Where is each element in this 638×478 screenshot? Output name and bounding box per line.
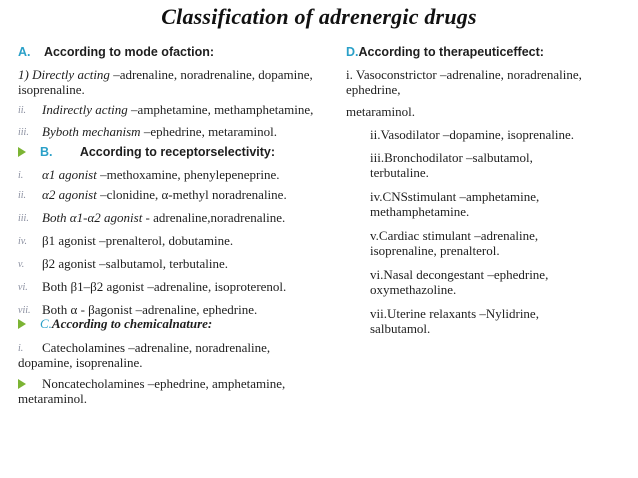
section-b-marker: B. [40, 145, 53, 159]
item-d6-cont: oxymethazoline. [370, 282, 457, 297]
item-b2-text: –clonidine, α-methyl noradrenaline. [100, 187, 287, 202]
item-c2-cont: metaraminol. [18, 391, 87, 406]
item-c2: Noncatecholamines –ephedrine, amphetamine, [42, 376, 286, 391]
section-d-title: According to therapeuticeffect: [358, 45, 544, 59]
item-b1-num: i. [18, 170, 24, 181]
item-a2-text: –amphetamine, methamphetamine, [131, 102, 314, 117]
item-d5-cont: isoprenaline, prenalterol. [370, 243, 500, 258]
section-c-marker: C. [40, 316, 52, 331]
item-c1-cont: dopamine, isoprenaline. [18, 355, 143, 370]
item-d3-cont: terbutaline. [370, 165, 429, 180]
item-b1-text: –methoxamine, phenylepeneprine. [100, 167, 280, 182]
item-d2: ii.Vasodilator –dopamine, isoprenaline. [370, 127, 574, 142]
item-b4-num: iv. [18, 236, 27, 247]
item-b1 [42, 167, 280, 183]
item-a1 [18, 67, 313, 83]
item-b3 [42, 210, 285, 226]
slide-title: Classification of adrenergic drugs [161, 4, 477, 29]
triangle-bullet-icon [18, 319, 26, 329]
item-c1: Catecholamines –adrenaline, noradrenaline, [42, 340, 271, 355]
item-b7-num: vii. [18, 305, 31, 316]
item-b2-num: ii. [18, 190, 27, 201]
item-b4: β1 agonist –prenalterol, dobutamine. [42, 233, 234, 248]
item-d1-cont2: metaraminol. [346, 104, 415, 119]
section-d-heading [346, 44, 544, 60]
item-a2-num: ii. [18, 105, 27, 116]
item-d5: v.Cardiac stimulant –adrenaline, [370, 228, 539, 243]
item-d6: vi.Nasal decongestant –ephedrine, [370, 267, 549, 282]
section-c-title: According to chemicalnature: [51, 316, 213, 331]
section-b-heading [40, 144, 275, 160]
item-a2-label: Indirectly acting [42, 102, 128, 117]
triangle-bullet-icon [18, 379, 26, 389]
item-d4: iv.CNSstimulant –amphetamine, [370, 189, 540, 204]
item-a1-text: –adrenaline, noradrenaline, dopamine, [113, 67, 313, 82]
item-d1: i. Vasoconstrictor –adrenaline, noradrenaline, [346, 67, 582, 82]
section-a-title: According to mode ofaction: [43, 45, 215, 59]
item-d7-cont: salbutamol. [370, 321, 431, 336]
item-b7: Both α - βagonist –adrenaline, ephedrine. [42, 302, 258, 317]
item-d3: iii.Bronchodilator –salbutamol, [370, 150, 533, 165]
item-b6-num: vi. [18, 282, 28, 293]
item-b5-num: v. [18, 259, 25, 270]
item-a3-num: iii. [18, 127, 29, 138]
item-b1-label: α1 agonist [42, 167, 97, 182]
item-a3 [42, 124, 277, 140]
section-a-heading [18, 44, 214, 60]
triangle-bullet-icon [18, 147, 26, 157]
item-a3-text: –ephedrine, metaraminol. [143, 124, 278, 139]
item-d4-cont: methamphetamine. [370, 204, 470, 219]
section-c-heading [40, 316, 212, 332]
section-d-marker: D. [346, 45, 359, 59]
item-b3-text: adrenaline,noradrenaline. [153, 210, 286, 225]
item-a2 [42, 102, 313, 118]
item-a3-label: Byboth mechanism [42, 124, 141, 139]
item-b6: Both β1–β2 agonist –adrenaline, isoproterenol. [42, 279, 287, 294]
item-d7: vii.Uterine relaxants –Nylidrine, [370, 306, 539, 321]
item-b2-label: α2 agonist [42, 187, 97, 202]
section-a-marker: A. [18, 45, 31, 59]
item-b2 [42, 187, 287, 203]
section-b-title: According to receptorselectivity: [79, 145, 276, 159]
item-b5: β2 agonist –salbutamol, terbutaline. [42, 256, 229, 271]
item-b3-label: Both α1-α2 agonist - [42, 210, 150, 225]
item-d1-cont: ephedrine, [346, 82, 401, 97]
item-a1-label: 1) Directly acting [18, 67, 110, 82]
item-b3-num: iii. [18, 213, 29, 224]
item-c1-num: i. [18, 343, 24, 354]
item-a1-cont: isoprenaline. [18, 82, 85, 97]
